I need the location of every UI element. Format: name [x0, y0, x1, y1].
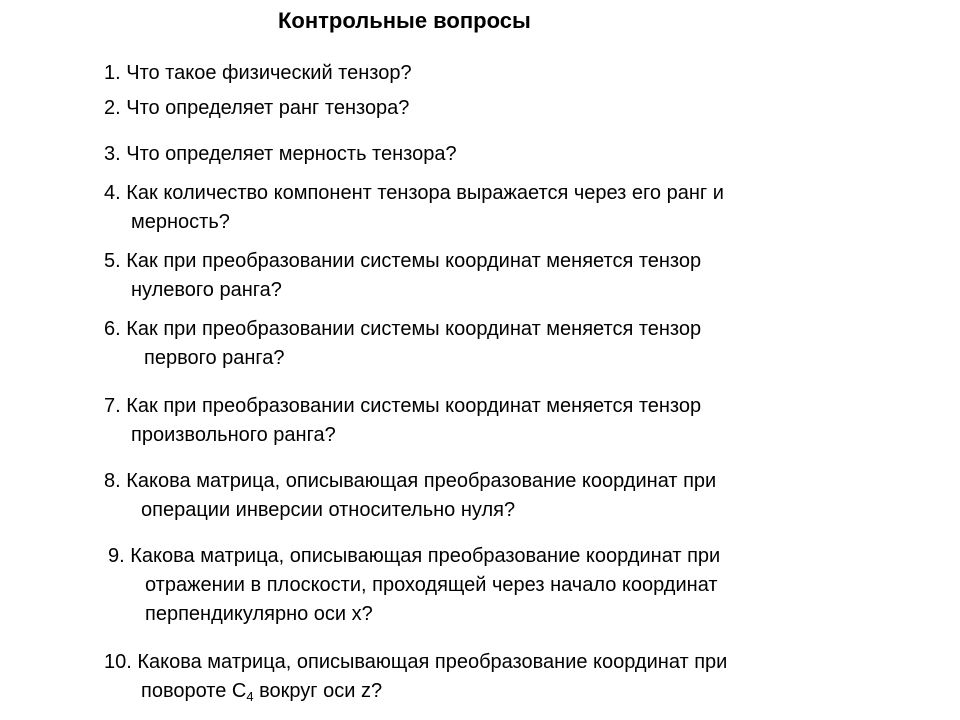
question-6-line2: первого ранга? — [144, 347, 285, 369]
question-4-line2: мерность? — [131, 211, 230, 233]
question-2 — [104, 94, 409, 123]
question-9-line1: 9. Какова матрица, описывающая преобразование координат при — [108, 545, 721, 567]
question-3 — [104, 140, 457, 169]
question-3-text: 3. Что определяет мерность тензора? — [104, 143, 457, 165]
question-1 — [104, 59, 412, 88]
question-9 — [108, 542, 720, 629]
question-5-line2: нулевого ранга? — [131, 279, 282, 301]
question-10-subscript: 4 — [246, 689, 254, 704]
question-6-line1: 6. Как при преобразовании системы координат меняется тензор — [104, 318, 702, 340]
question-2-text: 2. Что определяет ранг тензора? — [104, 97, 410, 119]
question-10-line2 — [104, 677, 727, 711]
slide-title: Контрольные вопросы — [278, 8, 531, 33]
question-5 — [104, 247, 701, 305]
question-8-line1: 8. Какова матрица, описывающая преобразование координат при — [104, 470, 717, 492]
question-10-line2-pre: повороте C — [141, 680, 247, 702]
question-10-line1: 10. Какова матрица, описывающая преобразование координат при — [104, 651, 728, 673]
question-9-line3: перпендикулярно оси x? — [145, 603, 373, 625]
question-4-line1: 4. Как количество компонент тензора выражается через его ранг и — [104, 182, 724, 204]
question-8 — [104, 467, 716, 525]
question-6 — [104, 315, 701, 373]
question-7-line1: 7. Как при преобразовании системы координат меняется тензор — [104, 395, 702, 417]
question-7 — [104, 392, 701, 450]
question-7-line2: произвольного ранга? — [131, 424, 336, 446]
question-8-line2: операции инверсии относительно нуля? — [141, 499, 516, 521]
question-5-line1: 5. Как при преобразовании системы координат меняется тензор — [104, 250, 702, 272]
question-9-line2: отражении в плоскости, проходящей через начало координат — [145, 574, 718, 596]
question-10 — [104, 648, 727, 711]
question-1-text: 1. Что такое физический тензор? — [104, 62, 412, 84]
question-4 — [104, 179, 724, 237]
question-10-line2-post: вокруг оси z? — [253, 680, 383, 702]
